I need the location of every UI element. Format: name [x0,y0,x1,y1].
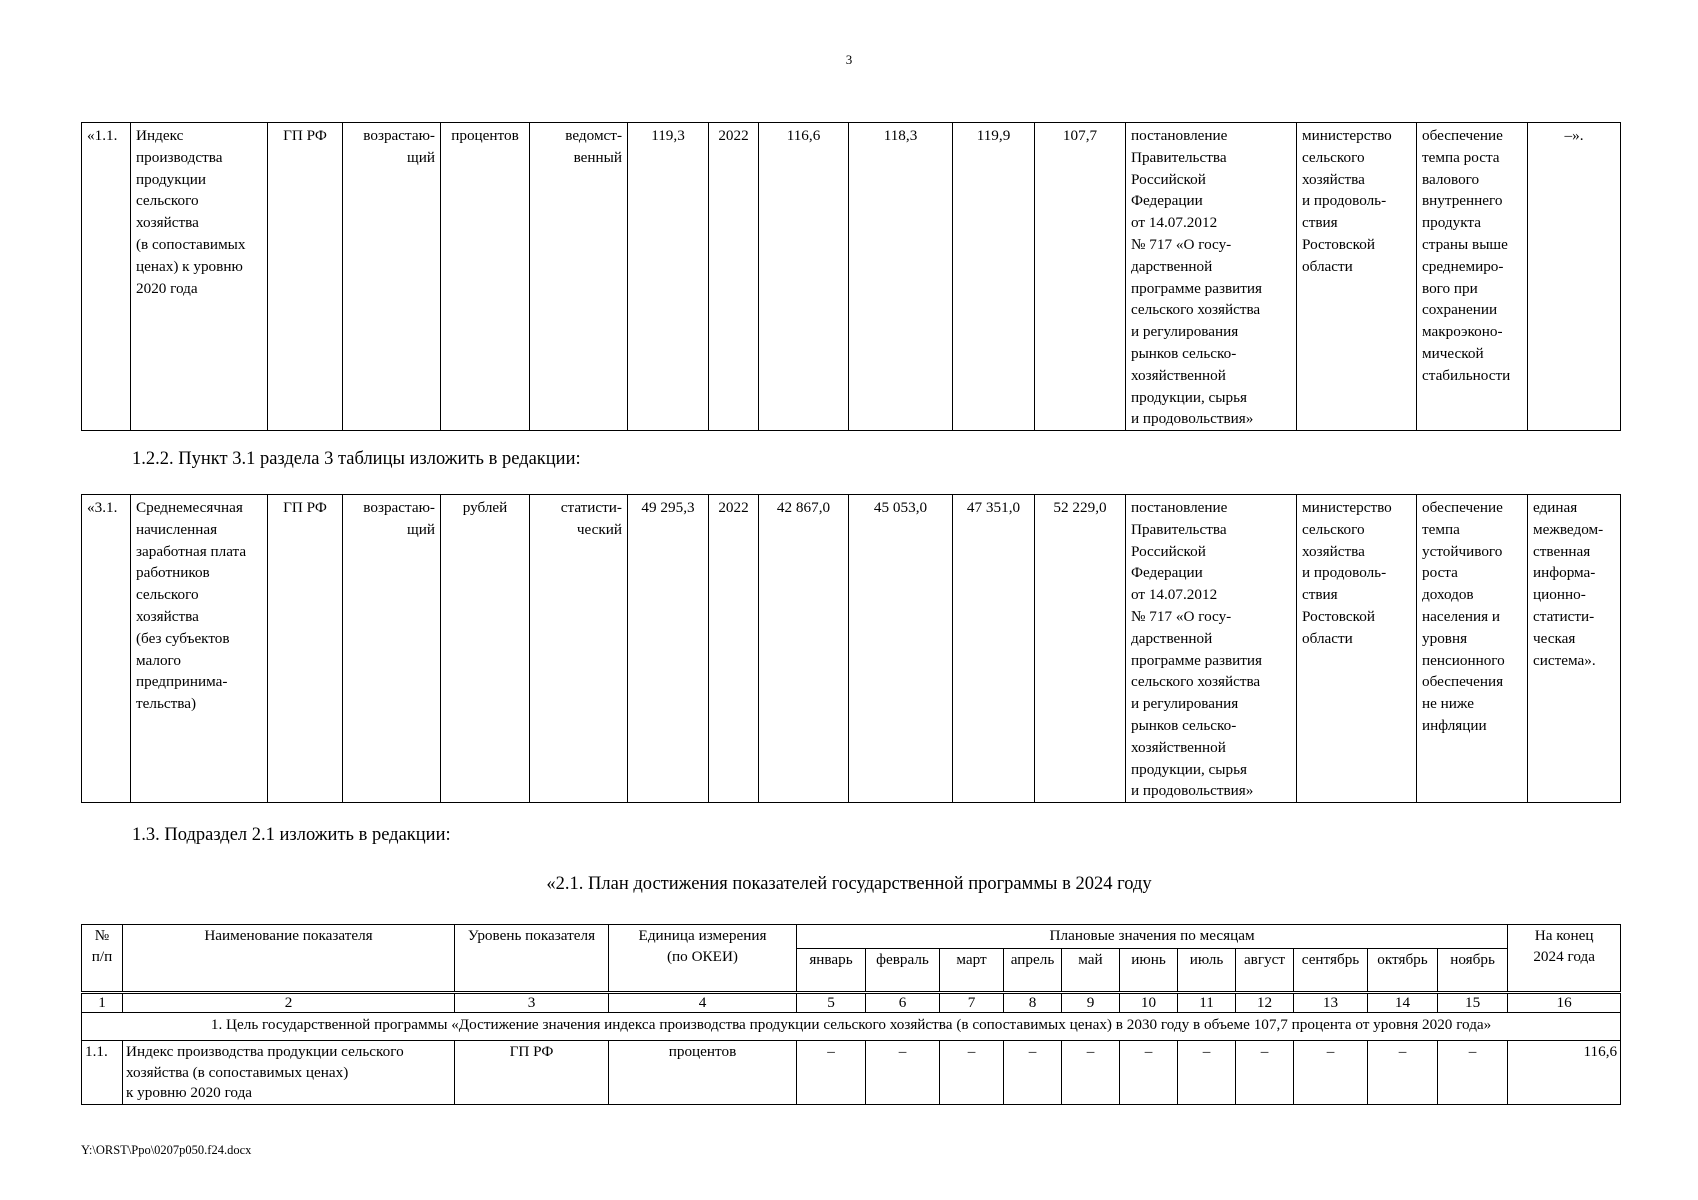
column-number: 2 [123,993,455,1013]
month-header: июнь [1120,949,1178,993]
responsible-body: министерство сельского хозяйства и продоволь- ствия Ростовской области [1297,495,1417,803]
column-number: 8 [1004,993,1062,1013]
file-path-footer: Y:\ORST\Ppo\0207p050.f24.docx [81,1143,252,1157]
row-number: 1.1. [82,1041,123,1105]
month-header: январь [797,949,866,993]
month-header: март [940,949,1004,993]
national-goal-link: обеспечение темпа устойчивого роста доходов населения и уровня пенсионного обеспечения не ниже инфляции [1417,495,1528,803]
value-2024: 42 867,0 [759,495,849,803]
indicator-table-2 [81,494,1621,803]
column-number: 6 [866,993,940,1013]
indicator-level: ГП РФ [268,123,343,431]
header-level: Уровень показателя [455,925,609,993]
indicator-name: Индекс производства продукции сельского хозяйства (в сопоставимых ценах) к уровню 2020 года [131,123,268,431]
section-heading: «2.1. План достижения показателей государственной программы в 2024 году [546,874,1152,894]
base-value: 49 295,3 [628,495,709,803]
column-number: 9 [1062,993,1120,1013]
column-number: 14 [1368,993,1438,1013]
month-header: октябрь [1368,949,1438,993]
column-number: 4 [609,993,797,1013]
indicator-unit: процентов [609,1041,797,1105]
header-unit: Единица измерения (по ОКЕИ) [609,925,797,993]
legal-document: постановление Правительства Российской Федерации от 14.07.2012 № 717 «О госу- дарственной программе развития сельского хозяйства и регулирования рынков сельско- хозяйственной продукции, сырья и продовольствия» [1126,495,1297,803]
header-number: № п/п [82,925,123,993]
month-header: апрель [1004,949,1062,993]
table-row [82,495,1621,803]
monthly-value: – [1236,1041,1294,1105]
indicator-unit: процентов [441,123,530,431]
table-row [82,123,1621,431]
monthly-value: – [1062,1041,1120,1105]
indicator-type: ведомст- венный [530,123,628,431]
month-header: август [1236,949,1294,993]
monthly-value: – [1004,1041,1062,1105]
monthly-value: – [1120,1041,1178,1105]
month-header: ноябрь [1438,949,1508,993]
month-header: февраль [866,949,940,993]
row-number: «3.1. [82,495,131,803]
column-number: 3 [455,993,609,1013]
column-number: 11 [1178,993,1236,1013]
table-row [82,1041,1621,1105]
paragraph-1-3: 1.3. Подраздел 2.1 изложить в редакции: [132,825,451,845]
goal-row [82,1013,1621,1041]
column-number: 1 [82,993,123,1013]
monthly-value: – [1294,1041,1368,1105]
column-number: 15 [1438,993,1508,1013]
value-2030: 52 229,0 [1035,495,1126,803]
info-system: –». [1528,123,1621,431]
indicator-unit: рублей [441,495,530,803]
column-number: 5 [797,993,866,1013]
base-year: 2022 [709,123,759,431]
column-number: 12 [1236,993,1294,1013]
indicator-table-1 [81,122,1621,431]
column-number: 10 [1120,993,1178,1013]
base-value: 119,3 [628,123,709,431]
column-number: 16 [1508,993,1621,1013]
indicator-level: ГП РФ [455,1041,609,1105]
header-name: Наименование показателя [123,925,455,993]
indicator-trend: возрастаю- щий [343,123,441,431]
monthly-value: – [1438,1041,1508,1105]
monthly-value: – [940,1041,1004,1105]
value-2024: 116,6 [759,123,849,431]
monthly-plan-table [81,924,1621,1105]
value-2030: 107,7 [1035,123,1126,431]
end-of-year-value: 116,6 [1508,1041,1621,1105]
info-system: единая межведом- ственная информа- ционно- статисти- ческая система». [1528,495,1621,803]
month-header: май [1062,949,1120,993]
indicator-name: Среднемесячная начисленная заработная плата работников сельского хозяйства (без субъектов малого предпринима- тельства) [131,495,268,803]
national-goal-link: обеспечение темпа роста валового внутреннего продукта страны выше среднемиро- вого при сохранении макроэконо- мической стабильности [1417,123,1528,431]
legal-document: постановление Правительства Российской Федерации от 14.07.2012 № 717 «О госу- дарственной программе развития сельского хозяйства и регулирования рынков сельско- хозяйственной продукции, сырья и продовольствия» [1126,123,1297,431]
indicator-name: Индекс производства продукции сельского хозяйства (в сопоставимых ценах) к уровню 2020 года [123,1041,455,1105]
header-monthly: Плановые значения по месяцам [797,925,1508,949]
monthly-value: – [866,1041,940,1105]
header-row [82,925,1621,949]
indicator-level: ГП РФ [268,495,343,803]
value-2026: 119,9 [953,123,1035,431]
program-goal: 1. Цель государственной программы «Достижение значения индекса производства продукции сельского хозяйства (в сопоставимых ценах) в 2030 году в объеме 107,7 процента от уровня 2020 года» [82,1013,1621,1041]
paragraph-1-2-2: 1.2.2. Пункт 3.1 раздела 3 таблицы изложить в редакции: [132,449,581,469]
page-number: 3 [845,52,853,67]
indicator-type: статисти- ческий [530,495,628,803]
header-end-of-year: На конец 2024 года [1508,925,1621,993]
row-number: «1.1. [82,123,131,431]
monthly-value: – [1368,1041,1438,1105]
monthly-value: – [1178,1041,1236,1105]
month-header: сентябрь [1294,949,1368,993]
column-number: 13 [1294,993,1368,1013]
indicator-trend: возрастаю- щий [343,495,441,803]
monthly-value: – [797,1041,866,1105]
value-2026: 47 351,0 [953,495,1035,803]
column-numbers-row [82,993,1621,1013]
value-2025: 118,3 [849,123,953,431]
month-header: июль [1178,949,1236,993]
value-2025: 45 053,0 [849,495,953,803]
column-number: 7 [940,993,1004,1013]
base-year: 2022 [709,495,759,803]
responsible-body: министерство сельского хозяйства и продоволь- ствия Ростовской области [1297,123,1417,431]
